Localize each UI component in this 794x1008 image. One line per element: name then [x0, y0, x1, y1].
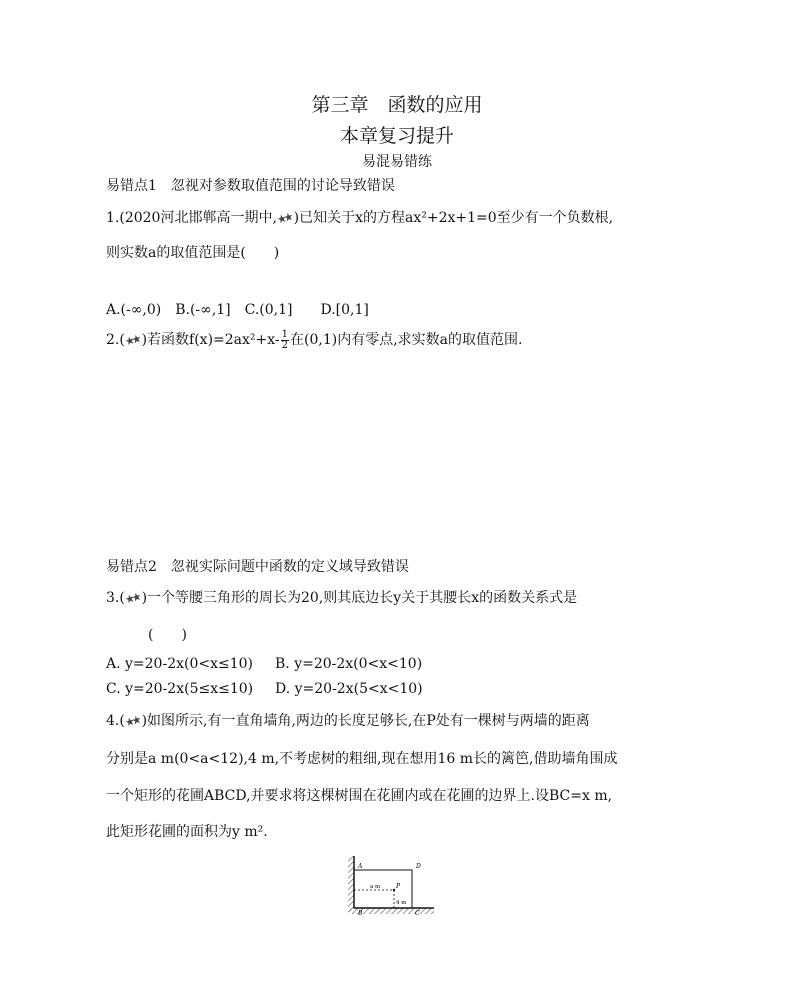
q1-prefix: 1.(2020河北邯郸高一期中,	[106, 210, 277, 226]
q4-line1	[106, 710, 590, 730]
label-p: P	[396, 883, 401, 890]
q3-prefix: 3.(	[106, 590, 125, 606]
fraction-numerator: 1	[281, 328, 289, 340]
q4-line3: 一个矩形的花圃ABCD,并要求将这棵树围在花圃内或在花圃的边界上.设BC=x m,	[106, 788, 613, 804]
fraction	[281, 330, 289, 351]
q4-prefix: 4.(	[106, 713, 125, 729]
q1-line1	[106, 207, 613, 227]
label-4-m: 4 m	[396, 900, 407, 906]
review-title: 本章复习提升	[339, 125, 454, 147]
section1-heading: 易错点1 忽视对参数取值范围的讨论导致错误	[106, 178, 395, 194]
vertical-wall-hatch	[348, 856, 354, 912]
q3-option-c: C. y=20-2x(5≤x≤10)	[106, 681, 254, 697]
difficulty-stars-icon: ★★	[275, 210, 293, 227]
difficulty-stars-icon: ★★	[123, 713, 141, 730]
difficulty-stars-icon: ★★	[123, 332, 141, 349]
q3-option-d: D. y=20-2x(5<x<10)	[275, 681, 423, 697]
tree-point	[393, 889, 395, 891]
subsection-title: 易混易错练	[362, 154, 432, 170]
difficulty-stars-icon: ★★	[123, 590, 141, 607]
q4-line1-suffix: )如图所示,有一直角墙角,两边的长度足够长,在P处有一棵树与两墙的距离	[141, 713, 590, 729]
q3-option-a: A. y=20-2x(0<x≤10)	[106, 656, 253, 672]
label-a: A	[358, 863, 363, 870]
q3-line1	[106, 587, 577, 607]
label-a-m: a m	[370, 884, 381, 890]
q2-mid: )若函数f(x)=2ax²+x-	[141, 332, 280, 348]
q3-suffix: )一个等腰三角形的周长为20,则其底边长y关于其腰长x的函数关系式是	[141, 590, 578, 606]
q2-prefix: 2.(	[106, 332, 125, 348]
label-d: D	[416, 863, 421, 870]
q1-options: A.(-∞,0) B.(-∞,1] C.(0,1] D.[0,1]	[106, 302, 369, 318]
q3-option-b: B. y=20-2x(0<x<10)	[275, 656, 423, 672]
q1-line2: 则实数a的取值范围是( )	[106, 245, 280, 261]
q2-suffix: 在(0,1)内有零点,求实数a的取值范围.	[290, 332, 523, 348]
q4-line2: 分别是a m(0<a<12),4 m,不考虑树的粗细,现在想用16 m长的篱笆,借助墙角围成	[106, 751, 618, 767]
section2-heading: 易错点2 忽视实际问题中函数的定义域导致错误	[106, 559, 409, 575]
q2-line	[106, 329, 522, 351]
q1-suffix: )已知关于x的方程ax²+2x+1=0至少有一个负数根,	[293, 210, 614, 226]
wall-corner-figure	[340, 852, 440, 916]
label-b: B	[358, 910, 363, 916]
q4-line4: 此矩形花圃的面积为y m².	[106, 824, 268, 840]
q3-answer-paren: ( )	[148, 627, 187, 643]
label-c: C	[415, 910, 420, 916]
chapter-title: 第三章 函数的应用	[311, 94, 483, 116]
fraction-denominator: 2	[281, 339, 289, 351]
